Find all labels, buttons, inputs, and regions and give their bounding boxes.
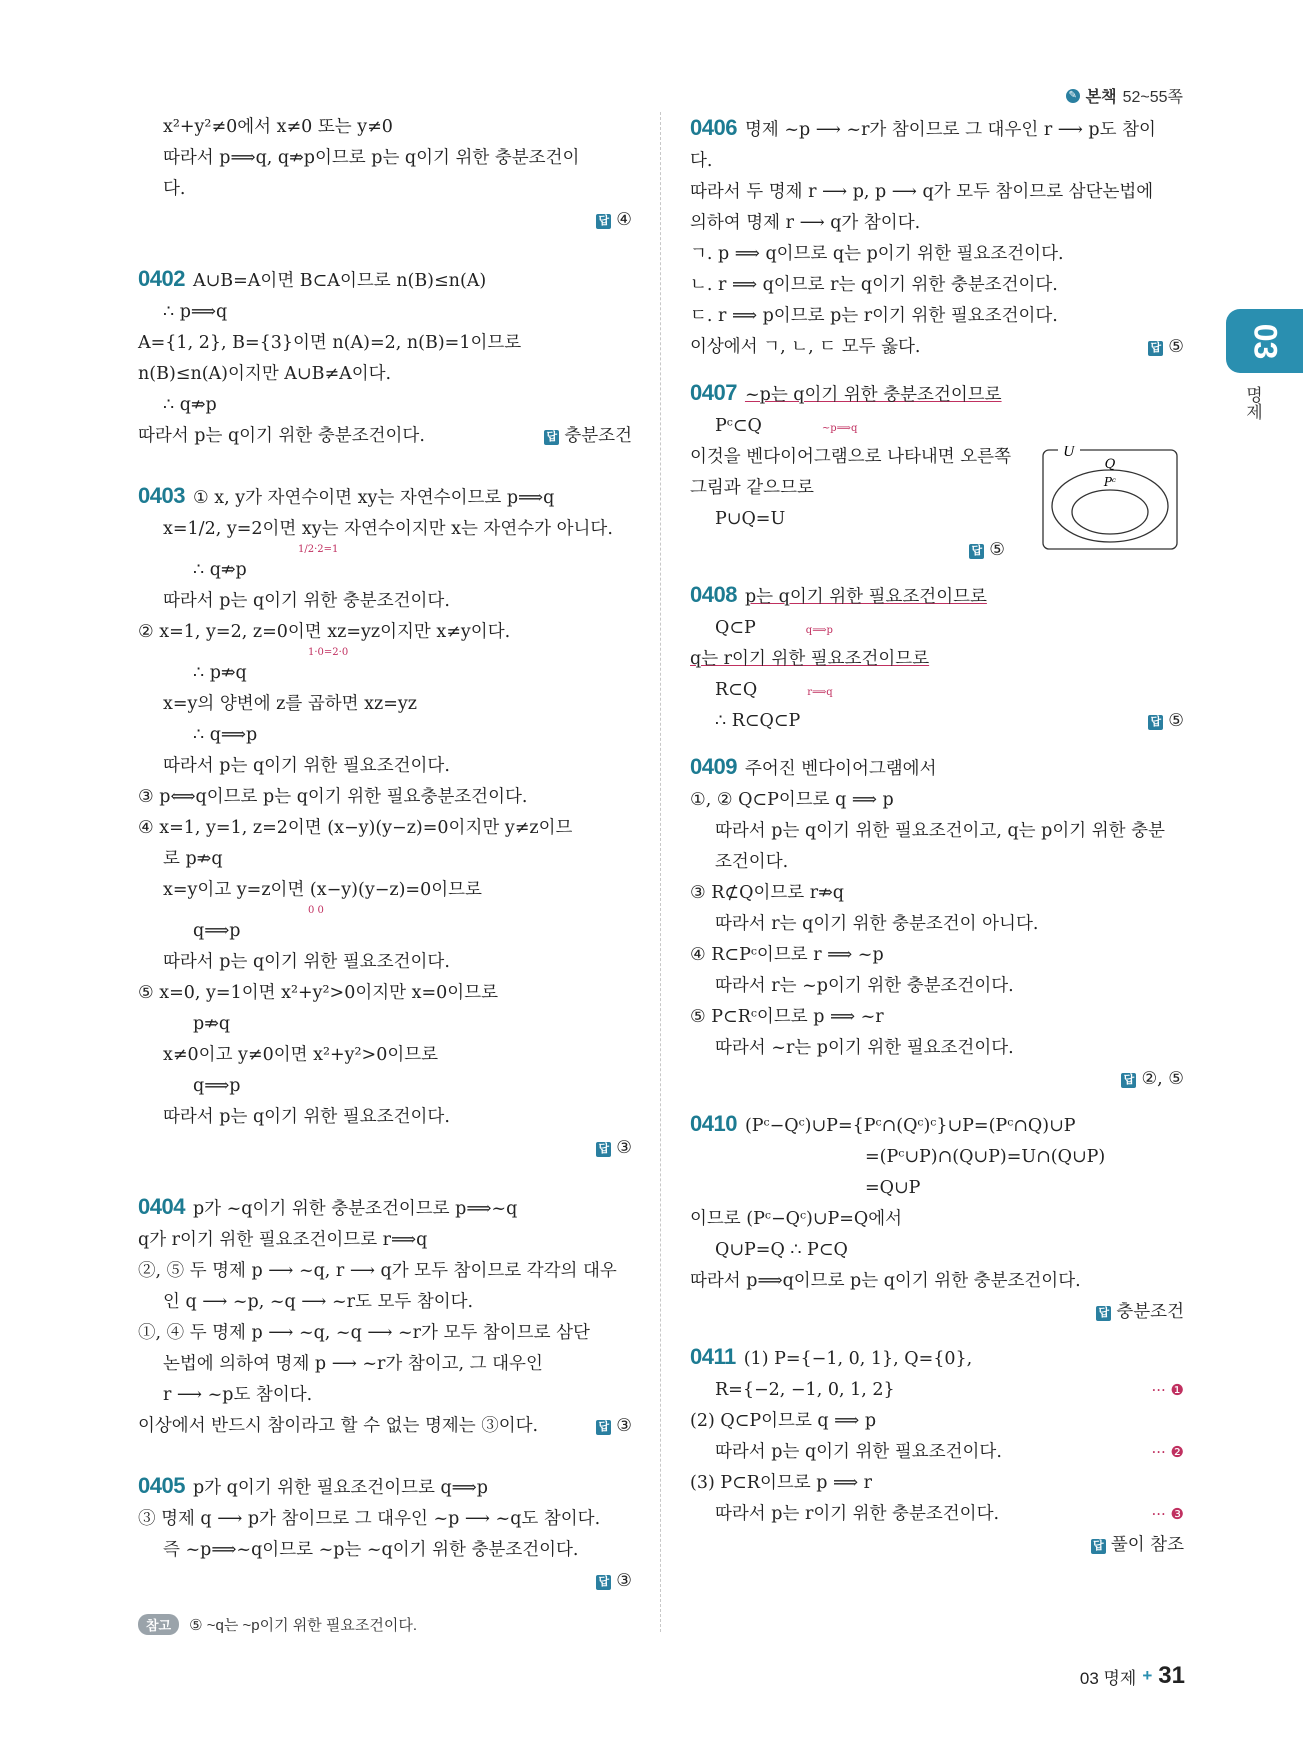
annotation: r⟹q [807, 687, 833, 698]
text-line: 따라서 p⟹q, q⇏p이므로 p는 q이기 위한 충분조건이 [163, 148, 580, 168]
answer: 답 ③ [138, 1133, 632, 1163]
problem-number: 0409 [690, 754, 737, 779]
text-line: p⇏q [193, 1014, 231, 1034]
text-line: 로 p⇏q [163, 849, 223, 869]
annotation: q⟹p [805, 625, 833, 636]
answer-badge-icon: 답 [544, 430, 559, 445]
text-line: 논법에 의하여 명제 p ⟶ ~r가 참이고, 그 대우인 [163, 1354, 543, 1374]
problem-number: 0402 [138, 266, 185, 291]
text-line: x≠0이고 y≠0이면 x²+y²>0이므로 [163, 1045, 439, 1065]
annotation: 0 0 [308, 905, 324, 916]
text-line: x=y이고 y=z이면 (x−y)(y−z)=0이므로 [163, 880, 482, 900]
solution-0410 [690, 1108, 1184, 1327]
text-line: ⑤ x=0, y=1이면 x²+y²>0이지만 x=0이므로 [138, 983, 499, 1003]
solution-0404 [138, 1191, 632, 1442]
answer: 답 ⑤ [1148, 332, 1184, 362]
text-line: ① x, y가 자연수이면 xy는 자연수이므로 p⟹q [192, 488, 555, 508]
answer: 답 ②, ⑤ [690, 1064, 1184, 1094]
text-line: ② x=1, y=2, z=0이면 xz=yz이지만 x≠y이다. [138, 622, 511, 642]
answer-badge-icon: 답 [596, 1420, 611, 1435]
text-line: n(B)≤n(A)이지만 A∪B≠A이다. [138, 364, 392, 384]
answer-badge-icon: 답 [596, 214, 611, 229]
text-line: 이것을 벤다이어그램으로 나타내면 오른쪽 [690, 447, 1011, 467]
text-line: 따라서 ~r는 p이기 위한 필요조건이다. [715, 1038, 1014, 1058]
text-line: 주어진 벤다이어그램에서 [744, 759, 937, 779]
text-line: ①, ② Q⊂P이므로 q ⟹ p [690, 790, 894, 810]
text-line: A∪B=A이면 B⊂A이므로 n(B)≤n(A) [192, 271, 487, 291]
answer-badge-icon: 답 [1091, 1539, 1106, 1554]
universal-set-label: U [1063, 446, 1075, 460]
left-column [138, 112, 632, 1596]
solution-0406 [690, 112, 1184, 363]
page-footer [1080, 1662, 1185, 1690]
page-number: 31 [1158, 1662, 1185, 1689]
answer-badge-icon: 답 [1096, 1306, 1111, 1321]
text-line: 다. [690, 151, 713, 171]
text-line: 이상에서 반드시 참이라고 할 수 없는 명제는 ③이다. [138, 1416, 539, 1436]
text-line: 인 q ⟶ ~p, ~q ⟶ ~r도 모두 참이다. [163, 1292, 474, 1312]
text-line: 이므로 (Pᶜ−Qᶜ)∪P=Q에서 [690, 1209, 903, 1229]
problem-number: 0408 [690, 582, 737, 607]
solution-0407 [690, 377, 1184, 565]
text-line: R⊂Q [715, 680, 758, 700]
textbook-reference [1066, 84, 1183, 107]
plus-icon: + [1142, 1666, 1153, 1685]
solution-0408 [690, 579, 1184, 737]
answer: 답 풀이 참조 [690, 1530, 1184, 1560]
ref-pages: 52~55쪽 [1122, 89, 1183, 106]
text-line: A={1, 2}, B={3}이면 n(A)=2, n(B)=1이므로 [138, 333, 522, 353]
text-line: ③ p⟺q이므로 p는 q이기 위한 필요충분조건이다. [138, 787, 528, 807]
answer-badge-icon: 답 [969, 544, 984, 559]
text-line: =Q∪P [865, 1178, 921, 1198]
answer-badge-icon: 답 [596, 1142, 611, 1157]
answer: 답 충분조건 [544, 421, 632, 451]
text-line: 따라서 p는 q이기 위한 필요조건이다. [163, 756, 450, 776]
answer: 답 ④ [138, 205, 632, 235]
answer: 답 ⑤ [1148, 706, 1184, 736]
solution-0405 [138, 1470, 632, 1596]
problem-number: 0410 [690, 1111, 737, 1136]
text-line: 따라서 p는 q이기 위한 충분조건이다. [138, 426, 425, 446]
solution-0409 [690, 751, 1184, 1094]
answer-badge-icon: 답 [1148, 341, 1163, 356]
text-line: q⟹p [193, 1076, 241, 1096]
set-q-label: Q [1104, 457, 1116, 472]
answer: 답 ③ [596, 1411, 632, 1441]
text-line: ㄷ. r ⟹ p이므로 p는 r이기 위한 필요조건이다. [690, 306, 1058, 326]
text-line: x=1/2, y=2이면 xy는 자연수이지만 x는 자연수가 아니다. [163, 519, 613, 539]
annotation: 1·0=2·0 [308, 647, 349, 658]
text-line: (2) Q⊂P이므로 q ⟹ p [690, 1411, 877, 1431]
set-pc-label: Pᶜ [1103, 475, 1117, 489]
text-line: 그림과 같으므로 [690, 478, 814, 498]
answer: 답 ③ [138, 1566, 632, 1596]
text-line: Q⊂P [715, 618, 756, 638]
text-line: ⑤ P⊂Rᶜ이므로 p ⟹ ~r [690, 1007, 884, 1027]
answer: 답 충분조건 [690, 1297, 1184, 1327]
column-divider [660, 112, 661, 1632]
text-line: 명제 ~p ⟶ ~r가 참이므로 그 대우인 r ⟶ p도 참이 [744, 120, 1156, 140]
text-line: p가 ~q이기 위한 충분조건이므로 p⟹~q [192, 1199, 518, 1219]
problem-number: 0407 [690, 380, 737, 405]
text-line: 의하여 명제 r ⟶ q가 참이다. [690, 213, 921, 233]
text-line: 조건이다. [715, 852, 789, 872]
text-line: ②, ⑤ 두 명제 p ⟶ ~q, r ⟶ q가 모두 참이므로 각각의 대우 [138, 1261, 617, 1281]
problem-number: 0411 [690, 1344, 736, 1369]
annotation: ~p⟹q [821, 423, 858, 434]
problem-number: 0405 [138, 1473, 185, 1498]
answer-badge-icon: 답 [1121, 1073, 1136, 1088]
answer: 답 ⑤ [690, 535, 1011, 565]
answer-badge-icon: 답 [1148, 715, 1163, 730]
text-line: 따라서 p⟹q이므로 p는 q이기 위한 충분조건이다. [690, 1271, 1081, 1291]
text-line: x²+y²≠0에서 x≠0 또는 y≠0 [163, 117, 393, 137]
text-line: 따라서 두 명제 r ⟶ p, p ⟶ q가 모두 참이므로 삼단논법에 [690, 182, 1154, 202]
text-line: R={−2, −1, 0, 1, 2} [715, 1380, 895, 1400]
solution-0411 [690, 1341, 1184, 1560]
reference-note [138, 1614, 417, 1635]
text-line: 즉 ~p⟹~q이므로 ~p는 ~q이기 위한 충분조건이다. [163, 1540, 579, 1560]
text-line: 이상에서 ㄱ, ㄴ, ㄷ 모두 옳다. [690, 337, 921, 357]
text-line: ~p는 q이기 위한 충분조건이므로 [744, 385, 1002, 405]
text-line: ∴ p⟹q [163, 302, 228, 322]
footer-chapter: 03 명제 [1079, 1668, 1137, 1688]
solution-0403 [138, 480, 632, 1163]
text-line: =(Pᶜ∪P)∩(Q∪P)=U∩(Q∪P) [865, 1147, 1106, 1167]
text-line: 따라서 p는 q이기 위한 충분조건이다. [163, 591, 450, 611]
text-line: ∴ p⇏q [193, 663, 247, 683]
answer-badge-icon: 답 [596, 1575, 611, 1590]
text-line: ∴ R⊂Q⊂P [715, 711, 801, 731]
text-line: q는 r이기 위한 필요조건이므로 [690, 649, 930, 669]
text-line: x=y의 양변에 z를 곱하면 xz=yz [163, 694, 417, 714]
text-line: ①, ④ 두 명제 p ⟶ ~q, ~q ⟶ ~r가 모두 참이므로 삼단 [138, 1323, 590, 1343]
text-line: ③ R⊄Q이므로 r⇏q [690, 883, 844, 903]
step-marker: ··· ❶ [1151, 1381, 1184, 1399]
text-line: Pᶜ⊂Q [715, 416, 762, 436]
text-line: ④ x=1, y=1, z=2이면 (x−y)(y−z)=0이지만 y≠z이므 [138, 818, 573, 838]
text-line: ㄴ. r ⟹ q이므로 r는 q이기 위한 충분조건이다. [690, 275, 1058, 295]
text-line: 따라서 r는 q이기 위한 충분조건이 아니다. [715, 914, 1039, 934]
solution-0402 [138, 263, 632, 452]
text-line: 따라서 p는 r이기 위한 충분조건이다. [715, 1504, 1000, 1524]
right-column [690, 112, 1184, 1560]
text-line: ∴ q⟹p [193, 725, 258, 745]
book-icon: ✎ [1066, 89, 1080, 103]
text-line: 따라서 p는 q이기 위한 필요조건이다. [163, 1107, 450, 1127]
problem-number: 0406 [690, 115, 737, 140]
problem-number: 0404 [138, 1194, 185, 1219]
chapter-tab: 03 [1226, 309, 1303, 373]
text-line: 따라서 p는 q이기 위한 필요조건이고, q는 p이기 위한 충분 [715, 821, 1165, 841]
note-text: ⑤ ~q는 ~p이기 위한 필요조건이다. [189, 1617, 418, 1634]
text-line: q가 r이기 위한 필요조건이므로 r⟹q [138, 1230, 428, 1250]
text-line: ∴ q⇏p [193, 560, 247, 580]
text-line: 따라서 r는 ~p이기 위한 충분조건이다. [715, 976, 1014, 996]
text-line: 다. [163, 179, 186, 199]
text-line: (Pᶜ−Qᶜ)∪P={Pᶜ∩(Qᶜ)ᶜ}∪P=(Pᶜ∩Q)∪P [744, 1116, 1076, 1136]
text-line: 따라서 p는 q이기 위한 필요조건이다. [163, 952, 450, 972]
text-line: ㄱ. p ⟹ q이므로 q는 p이기 위한 필요조건이다. [690, 244, 1064, 264]
text-line: P∪Q=U [715, 509, 786, 529]
text-line: (3) P⊂R이므로 p ⟹ r [690, 1473, 873, 1493]
note-tag: 참고 [138, 1614, 179, 1635]
text-line: r ⟶ ~p도 참이다. [163, 1385, 313, 1405]
text-line: ④ R⊂Pᶜ이므로 r ⟹ ~p [690, 945, 884, 965]
text-line: (1) P={−1, 0, 1}, Q={0}, [743, 1349, 973, 1369]
text-line: ③ 명제 q ⟶ p가 참이므로 그 대우인 ~p ⟶ ~q도 참이다. [138, 1509, 601, 1529]
text-line: p는 q이기 위한 필요조건이므로 [744, 587, 987, 607]
text-line: q⟹p [193, 921, 241, 941]
step-marker: ··· ❷ [1151, 1443, 1184, 1461]
text-line: p가 q이기 위한 필요조건이므로 q⟹p [192, 1478, 488, 1498]
ref-label: 본책 [1085, 89, 1117, 106]
annotation: 1/2·2=1 [298, 544, 339, 555]
chapter-name: 명제 [1243, 386, 1262, 420]
text-line: Q∪P=Q ∴ P⊂Q [715, 1240, 848, 1260]
text-line: ∴ q⇏p [163, 395, 217, 415]
text-line: 따라서 p는 q이기 위한 필요조건이다. [715, 1442, 1002, 1462]
solution-0401-end [138, 112, 632, 235]
step-marker: ··· ❸ [1151, 1505, 1184, 1523]
venn-diagram [1042, 446, 1178, 550]
problem-number: 0403 [138, 483, 185, 508]
